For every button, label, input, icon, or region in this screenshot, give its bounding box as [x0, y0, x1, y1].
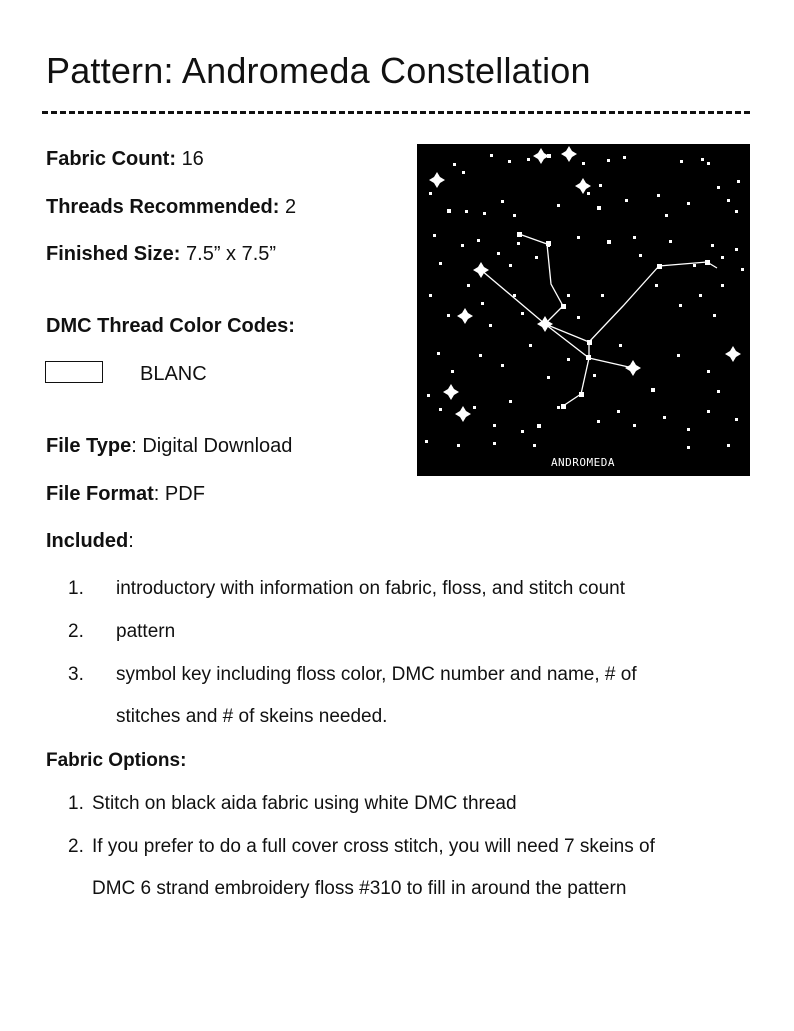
fabric-count-row [46, 148, 204, 171]
color-name: BLANC [140, 363, 207, 385]
fabric-option-number: 2. [68, 836, 84, 857]
page-title: Pattern: Andromeda Constellation [46, 50, 591, 91]
file-format-label: File Format [46, 483, 154, 505]
list-number: 3. [68, 664, 84, 685]
constellation-stars [429, 146, 741, 422]
constellation-lines [481, 234, 717, 406]
finished-size-value: 7.5” x 7.5” [186, 243, 277, 265]
list-item-text: stitches and # of skeins needed. [116, 706, 388, 727]
included-colon: : [128, 530, 134, 552]
finished-size-row [46, 243, 276, 266]
file-type-label: File Type [46, 435, 132, 457]
included-label: Included [46, 530, 129, 552]
file-format-value: : PDF [153, 483, 205, 505]
fabric-option-text: If you prefer to do a full cover cross stitch, you will need 7 skeins of [92, 836, 655, 857]
constellation-image [417, 144, 750, 476]
image-caption: ANDROMEDA [550, 456, 616, 469]
list-item-text: symbol key including floss color, DMC number and name, # of [116, 664, 637, 685]
dmc-heading: DMC Thread Color Codes: [46, 315, 295, 337]
threads-label: Threads Recommended: [46, 196, 280, 218]
color-swatch-blanc [45, 361, 103, 383]
fabric-option-text: Stitch on black aida fabric using white DMC thread [92, 793, 517, 814]
fabric-option-continuation: DMC 6 strand embroidery floss #310 to fill in around the pattern [92, 878, 627, 899]
dmc-heading-row [46, 315, 295, 338]
file-type-row [46, 435, 292, 458]
file-type-value: : Digital Download [131, 435, 293, 457]
file-format-row [46, 483, 205, 506]
fabric-options-heading: Fabric Options: [46, 750, 187, 771]
fabric-count-value: 16 [181, 148, 204, 170]
threads-value: 2 [284, 196, 297, 218]
list-number: 2. [68, 621, 84, 642]
list-item-text: introductory with information on fabric, floss, and stitch count [116, 578, 626, 599]
fabric-count-label: Fabric Count: [46, 148, 176, 170]
included-row [46, 530, 134, 553]
fabric-option-number: 1. [68, 793, 84, 814]
finished-size-label: Finished Size: [46, 243, 181, 265]
dashed-divider [42, 111, 750, 114]
star-field [417, 144, 750, 476]
list-number: 1. [68, 578, 84, 599]
star-dots [425, 154, 744, 449]
fabric-options-heading-row [46, 750, 186, 772]
threads-row [46, 196, 296, 219]
list-item-text: pattern [116, 621, 176, 642]
